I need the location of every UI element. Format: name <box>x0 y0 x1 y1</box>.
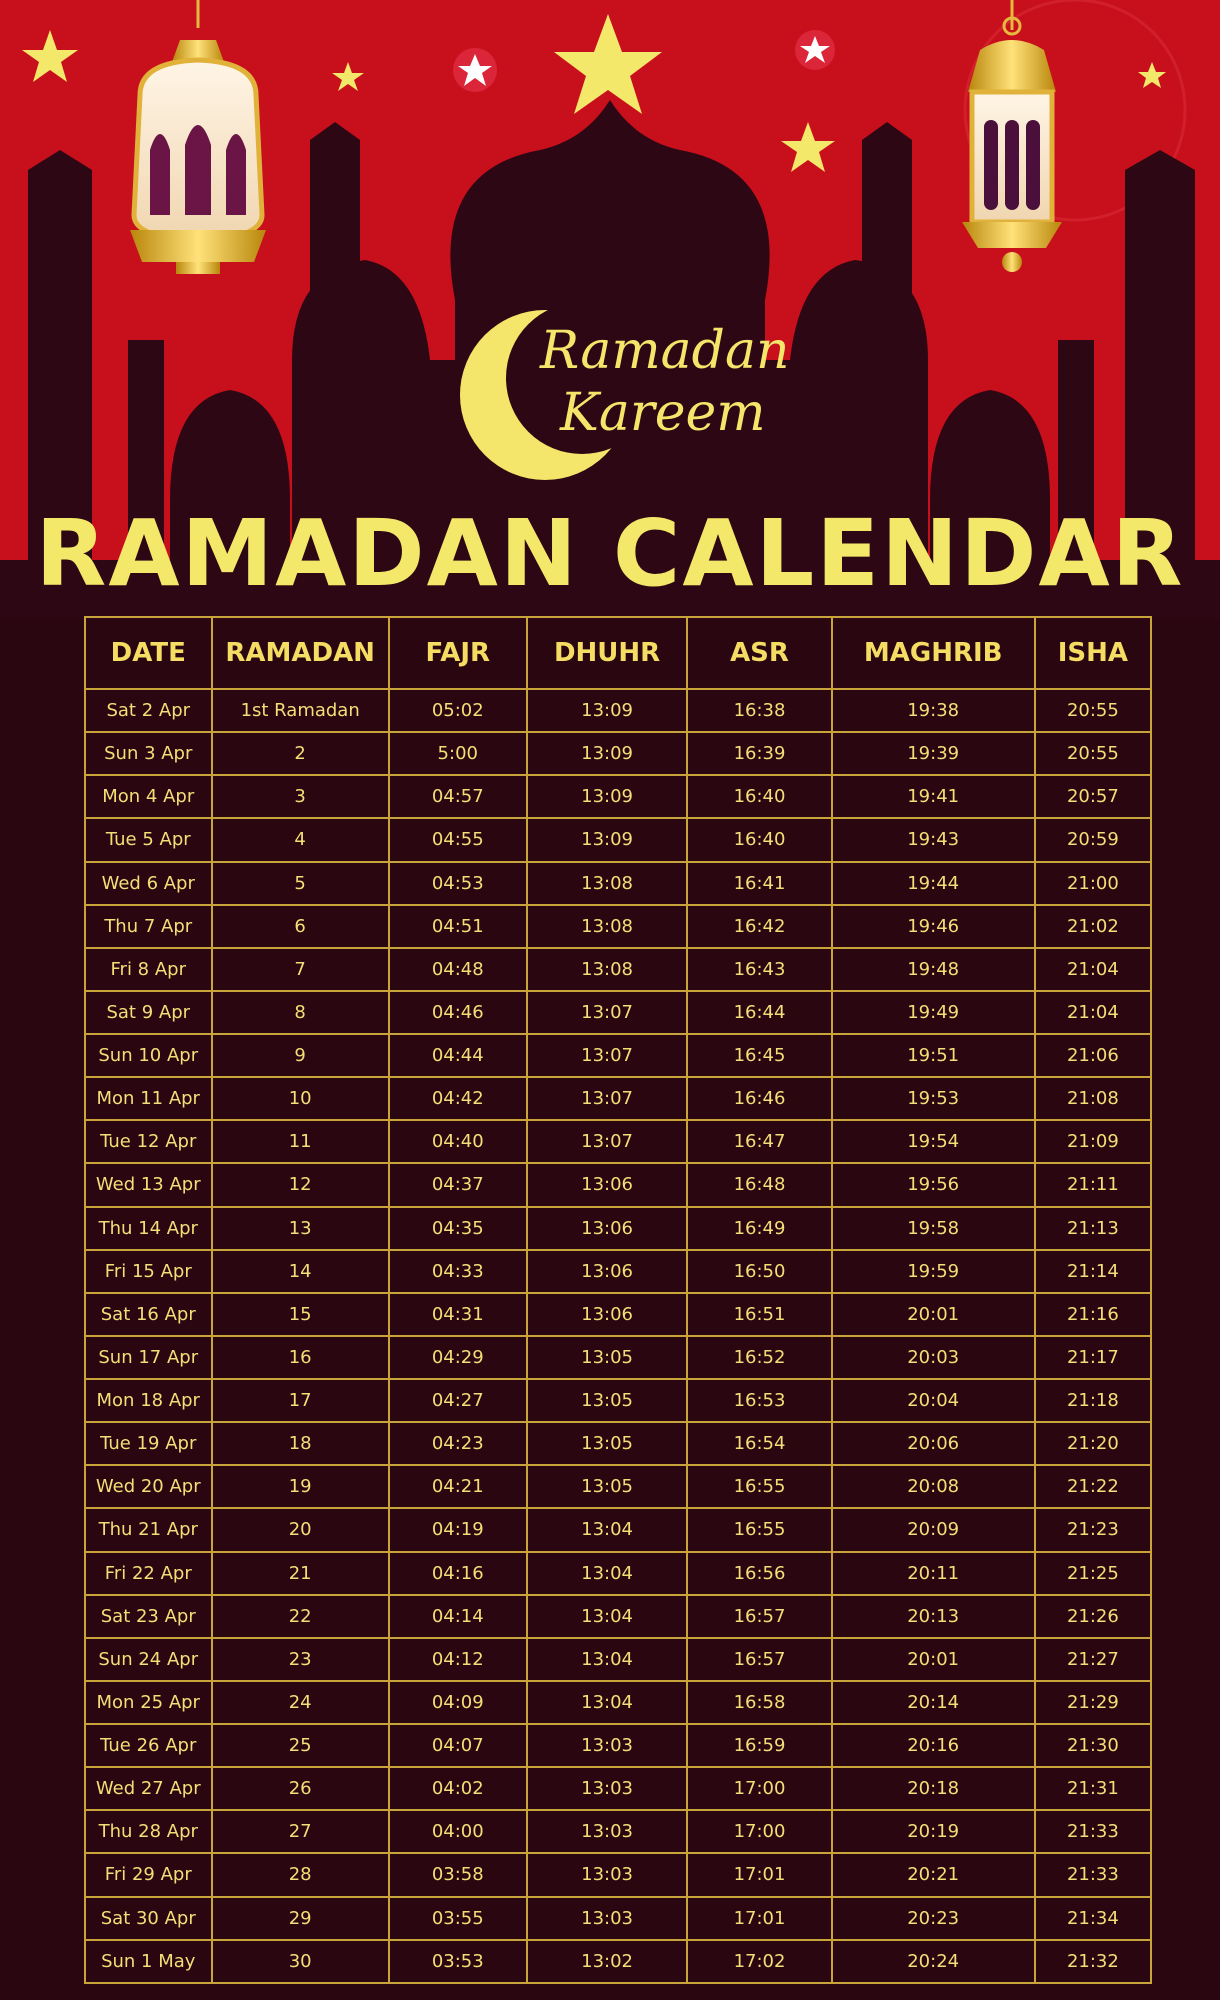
cell-date: Fri 15 Apr <box>85 1250 212 1293</box>
cell-asr: 17:02 <box>687 1940 831 1983</box>
cell-dhuhr: 13:09 <box>527 775 688 818</box>
cell-asr: 16:41 <box>687 862 831 905</box>
cell-date: Sun 3 Apr <box>85 732 212 775</box>
cell-dhuhr: 13:07 <box>527 1034 688 1077</box>
cell-dhuhr: 13:05 <box>527 1336 688 1379</box>
cell-asr: 16:48 <box>687 1163 831 1206</box>
cell-maghrib: 19:41 <box>832 775 1035 818</box>
cell-fajr: 04:16 <box>389 1552 527 1595</box>
table-row <box>85 1163 1151 1206</box>
table-row <box>85 1681 1151 1724</box>
cell-fajr: 04:33 <box>389 1250 527 1293</box>
cell-dhuhr: 13:09 <box>527 818 688 861</box>
cell-isha: 21:29 <box>1035 1681 1151 1724</box>
column-header-date: DATE <box>85 617 212 689</box>
cell-isha: 21:14 <box>1035 1250 1151 1293</box>
cell-ramadan: 11 <box>212 1120 389 1163</box>
cell-dhuhr: 13:03 <box>527 1810 688 1853</box>
cell-asr: 16:46 <box>687 1077 831 1120</box>
cell-maghrib: 19:53 <box>832 1077 1035 1120</box>
cell-date: Wed 20 Apr <box>85 1465 212 1508</box>
cell-date: Thu 21 Apr <box>85 1508 212 1551</box>
cell-dhuhr: 13:06 <box>527 1163 688 1206</box>
cell-date: Mon 25 Apr <box>85 1681 212 1724</box>
cell-ramadan: 1st Ramadan <box>212 689 389 732</box>
cell-maghrib: 20:24 <box>832 1940 1035 1983</box>
cell-date: Mon 11 Apr <box>85 1077 212 1120</box>
cell-fajr: 04:42 <box>389 1077 527 1120</box>
cell-isha: 21:13 <box>1035 1207 1151 1250</box>
ramadan-kareem-greeting <box>540 320 790 444</box>
cell-dhuhr: 13:08 <box>527 862 688 905</box>
cell-isha: 21:32 <box>1035 1940 1151 1983</box>
cell-maghrib: 19:39 <box>832 732 1035 775</box>
cell-fajr: 04:29 <box>389 1336 527 1379</box>
cell-dhuhr: 13:08 <box>527 948 688 991</box>
cell-dhuhr: 13:06 <box>527 1207 688 1250</box>
cell-ramadan: 28 <box>212 1853 389 1896</box>
cell-fajr: 04:57 <box>389 775 527 818</box>
cell-dhuhr: 13:02 <box>527 1940 688 1983</box>
cell-isha: 21:02 <box>1035 905 1151 948</box>
cell-date: Fri 29 Apr <box>85 1853 212 1896</box>
cell-maghrib: 19:51 <box>832 1034 1035 1077</box>
cell-maghrib: 19:59 <box>832 1250 1035 1293</box>
cell-date: Fri 8 Apr <box>85 948 212 991</box>
cell-asr: 17:01 <box>687 1897 831 1940</box>
cell-ramadan: 18 <box>212 1422 389 1465</box>
cell-date: Mon 4 Apr <box>85 775 212 818</box>
cell-ramadan: 23 <box>212 1638 389 1681</box>
cell-fajr: 04:37 <box>389 1163 527 1206</box>
cell-dhuhr: 13:03 <box>527 1724 688 1767</box>
cell-maghrib: 20:14 <box>832 1681 1035 1724</box>
cell-asr: 16:49 <box>687 1207 831 1250</box>
cell-asr: 16:51 <box>687 1293 831 1336</box>
table-row <box>85 1379 1151 1422</box>
cell-maghrib: 20:23 <box>832 1897 1035 1940</box>
cell-dhuhr: 13:08 <box>527 905 688 948</box>
cell-maghrib: 19:43 <box>832 818 1035 861</box>
cell-isha: 20:55 <box>1035 732 1151 775</box>
cell-dhuhr: 13:03 <box>527 1853 688 1896</box>
cell-isha: 21:33 <box>1035 1853 1151 1896</box>
cell-date: Sat 2 Apr <box>85 689 212 732</box>
cell-isha: 21:25 <box>1035 1552 1151 1595</box>
cell-date: Thu 14 Apr <box>85 1207 212 1250</box>
cell-date: Tue 12 Apr <box>85 1120 212 1163</box>
cell-asr: 17:00 <box>687 1810 831 1853</box>
table-row <box>85 1465 1151 1508</box>
table-row <box>85 1034 1151 1077</box>
cell-isha: 21:27 <box>1035 1638 1151 1681</box>
cell-ramadan: 29 <box>212 1897 389 1940</box>
cell-date: Sat 16 Apr <box>85 1293 212 1336</box>
cell-ramadan: 21 <box>212 1552 389 1595</box>
cell-isha: 21:33 <box>1035 1810 1151 1853</box>
cell-isha: 20:59 <box>1035 818 1151 861</box>
table-row <box>85 1207 1151 1250</box>
column-header-ramadan: RAMADAN <box>212 617 389 689</box>
cell-dhuhr: 13:04 <box>527 1508 688 1551</box>
cell-maghrib: 19:49 <box>832 991 1035 1034</box>
column-header-dhuhr: DHUHR <box>527 617 688 689</box>
cell-dhuhr: 13:06 <box>527 1293 688 1336</box>
cell-isha: 21:00 <box>1035 862 1151 905</box>
cell-isha: 21:31 <box>1035 1767 1151 1810</box>
cell-asr: 16:57 <box>687 1638 831 1681</box>
cell-ramadan: 13 <box>212 1207 389 1250</box>
cell-maghrib: 20:18 <box>832 1767 1035 1810</box>
cell-fajr: 04:46 <box>389 991 527 1034</box>
cell-maghrib: 20:11 <box>832 1552 1035 1595</box>
cell-dhuhr: 13:05 <box>527 1422 688 1465</box>
cell-maghrib: 20:08 <box>832 1465 1035 1508</box>
cell-date: Tue 19 Apr <box>85 1422 212 1465</box>
cell-isha: 21:17 <box>1035 1336 1151 1379</box>
cell-maghrib: 20:01 <box>832 1638 1035 1681</box>
cell-asr: 16:40 <box>687 775 831 818</box>
cell-date: Wed 6 Apr <box>85 862 212 905</box>
cell-ramadan: 5 <box>212 862 389 905</box>
cell-ramadan: 27 <box>212 1810 389 1853</box>
cell-maghrib: 20:03 <box>832 1336 1035 1379</box>
cell-isha: 21:20 <box>1035 1422 1151 1465</box>
table-row <box>85 905 1151 948</box>
cell-fajr: 04:07 <box>389 1724 527 1767</box>
table-row <box>85 1077 1151 1120</box>
table-row <box>85 1595 1151 1638</box>
cell-isha: 21:26 <box>1035 1595 1151 1638</box>
cell-asr: 16:40 <box>687 818 831 861</box>
cell-fajr: 04:51 <box>389 905 527 948</box>
cell-fajr: 04:19 <box>389 1508 527 1551</box>
cell-isha: 21:04 <box>1035 991 1151 1034</box>
page-title: RAMADAN CALENDAR <box>35 500 1185 607</box>
cell-ramadan: 17 <box>212 1379 389 1422</box>
table-body <box>85 689 1151 1983</box>
cell-date: Sun 24 Apr <box>85 1638 212 1681</box>
cell-ramadan: 19 <box>212 1465 389 1508</box>
cell-fajr: 04:44 <box>389 1034 527 1077</box>
cell-isha: 21:11 <box>1035 1163 1151 1206</box>
cell-fajr: 04:14 <box>389 1595 527 1638</box>
table-row <box>85 1250 1151 1293</box>
table-row <box>85 1853 1151 1896</box>
cell-isha: 21:30 <box>1035 1724 1151 1767</box>
cell-maghrib: 20:16 <box>832 1724 1035 1767</box>
cell-isha: 20:55 <box>1035 689 1151 732</box>
cell-asr: 16:55 <box>687 1508 831 1551</box>
cell-fajr: 04:53 <box>389 862 527 905</box>
table-row <box>85 862 1151 905</box>
cell-asr: 16:43 <box>687 948 831 991</box>
cell-fajr: 04:02 <box>389 1767 527 1810</box>
table-header-row <box>85 617 1151 689</box>
table-row <box>85 775 1151 818</box>
cell-ramadan: 7 <box>212 948 389 991</box>
column-header-asr: ASR <box>687 617 831 689</box>
cell-dhuhr: 13:07 <box>527 991 688 1034</box>
column-header-isha: ISHA <box>1035 617 1151 689</box>
cell-date: Mon 18 Apr <box>85 1379 212 1422</box>
cell-dhuhr: 13:04 <box>527 1681 688 1724</box>
cell-ramadan: 12 <box>212 1163 389 1206</box>
cell-dhuhr: 13:03 <box>527 1767 688 1810</box>
cell-fajr: 04:09 <box>389 1681 527 1724</box>
cell-ramadan: 22 <box>212 1595 389 1638</box>
cell-maghrib: 19:54 <box>832 1120 1035 1163</box>
cell-ramadan: 4 <box>212 818 389 861</box>
cell-fajr: 04:21 <box>389 1465 527 1508</box>
cell-ramadan: 9 <box>212 1034 389 1077</box>
cell-ramadan: 20 <box>212 1508 389 1551</box>
cell-date: Tue 26 Apr <box>85 1724 212 1767</box>
cell-ramadan: 14 <box>212 1250 389 1293</box>
cell-maghrib: 20:09 <box>832 1508 1035 1551</box>
cell-fajr: 05:02 <box>389 689 527 732</box>
table-row <box>85 1552 1151 1595</box>
table-row <box>85 689 1151 732</box>
cell-dhuhr: 13:04 <box>527 1638 688 1681</box>
table-row <box>85 1336 1151 1379</box>
table-row <box>85 1293 1151 1336</box>
table-row <box>85 1638 1151 1681</box>
cell-fajr: 04:12 <box>389 1638 527 1681</box>
cell-maghrib: 20:19 <box>832 1810 1035 1853</box>
cell-ramadan: 24 <box>212 1681 389 1724</box>
cell-maghrib: 19:56 <box>832 1163 1035 1206</box>
cell-fajr: 03:53 <box>389 1940 527 1983</box>
cell-maghrib: 19:48 <box>832 948 1035 991</box>
cell-ramadan: 26 <box>212 1767 389 1810</box>
cell-maghrib: 19:58 <box>832 1207 1035 1250</box>
cell-ramadan: 3 <box>212 775 389 818</box>
cell-fajr: 04:48 <box>389 948 527 991</box>
cell-asr: 16:53 <box>687 1379 831 1422</box>
cell-date: Sun 10 Apr <box>85 1034 212 1077</box>
table-row <box>85 818 1151 861</box>
table-row <box>85 948 1151 991</box>
cell-isha: 21:23 <box>1035 1508 1151 1551</box>
cell-ramadan: 6 <box>212 905 389 948</box>
cell-isha: 21:18 <box>1035 1379 1151 1422</box>
cell-date: Thu 28 Apr <box>85 1810 212 1853</box>
cell-dhuhr: 13:07 <box>527 1120 688 1163</box>
cell-ramadan: 25 <box>212 1724 389 1767</box>
cell-date: Sat 23 Apr <box>85 1595 212 1638</box>
cell-isha: 21:09 <box>1035 1120 1151 1163</box>
cell-date: Wed 27 Apr <box>85 1767 212 1810</box>
greeting-line-2: Kareem <box>560 383 766 443</box>
cell-asr: 16:54 <box>687 1422 831 1465</box>
cell-fajr: 04:31 <box>389 1293 527 1336</box>
cell-asr: 16:56 <box>687 1552 831 1595</box>
cell-ramadan: 16 <box>212 1336 389 1379</box>
cell-asr: 16:39 <box>687 732 831 775</box>
cell-date: Sun 17 Apr <box>85 1336 212 1379</box>
cell-maghrib: 20:01 <box>832 1293 1035 1336</box>
cell-isha: 21:22 <box>1035 1465 1151 1508</box>
cell-maghrib: 19:44 <box>832 862 1035 905</box>
cell-maghrib: 20:06 <box>832 1422 1035 1465</box>
cell-fajr: 03:58 <box>389 1853 527 1896</box>
cell-date: Sat 30 Apr <box>85 1897 212 1940</box>
cell-dhuhr: 13:06 <box>527 1250 688 1293</box>
cell-fajr: 04:00 <box>389 1810 527 1853</box>
greeting-line-1: Ramadan <box>540 321 790 381</box>
table-row <box>85 991 1151 1034</box>
cell-date: Tue 5 Apr <box>85 818 212 861</box>
column-header-maghrib: MAGHRIB <box>832 617 1035 689</box>
table-row <box>85 1940 1151 1983</box>
cell-fajr: 04:35 <box>389 1207 527 1250</box>
table-row <box>85 1120 1151 1163</box>
prayer-times-table-wrapper <box>84 616 1152 1984</box>
cell-asr: 17:01 <box>687 1853 831 1896</box>
cell-maghrib: 19:38 <box>832 689 1035 732</box>
cell-asr: 16:44 <box>687 991 831 1034</box>
table-row <box>85 1767 1151 1810</box>
cell-dhuhr: 13:04 <box>527 1595 688 1638</box>
table-row <box>85 1508 1151 1551</box>
cell-asr: 16:57 <box>687 1595 831 1638</box>
cell-isha: 21:16 <box>1035 1293 1151 1336</box>
cell-ramadan: 15 <box>212 1293 389 1336</box>
cell-maghrib: 19:46 <box>832 905 1035 948</box>
cell-fajr: 04:27 <box>389 1379 527 1422</box>
table-row <box>85 1810 1151 1853</box>
cell-fajr: 5:00 <box>389 732 527 775</box>
cell-maghrib: 20:13 <box>832 1595 1035 1638</box>
cell-dhuhr: 13:03 <box>527 1897 688 1940</box>
cell-ramadan: 8 <box>212 991 389 1034</box>
cell-fajr: 04:23 <box>389 1422 527 1465</box>
cell-isha: 21:06 <box>1035 1034 1151 1077</box>
cell-isha: 20:57 <box>1035 775 1151 818</box>
cell-fajr: 04:40 <box>389 1120 527 1163</box>
column-header-fajr: FAJR <box>389 617 527 689</box>
cell-ramadan: 10 <box>212 1077 389 1120</box>
cell-isha: 21:04 <box>1035 948 1151 991</box>
cell-asr: 16:52 <box>687 1336 831 1379</box>
prayer-times-table <box>84 616 1152 1984</box>
cell-date: Sun 1 May <box>85 1940 212 1983</box>
cell-isha: 21:08 <box>1035 1077 1151 1120</box>
table-row <box>85 1724 1151 1767</box>
cell-maghrib: 20:04 <box>832 1379 1035 1422</box>
cell-asr: 16:55 <box>687 1465 831 1508</box>
cell-dhuhr: 13:04 <box>527 1552 688 1595</box>
cell-dhuhr: 13:05 <box>527 1379 688 1422</box>
cell-date: Sat 9 Apr <box>85 991 212 1034</box>
cell-asr: 16:45 <box>687 1034 831 1077</box>
cell-dhuhr: 13:07 <box>527 1077 688 1120</box>
cell-dhuhr: 13:09 <box>527 689 688 732</box>
cell-asr: 16:47 <box>687 1120 831 1163</box>
table-row <box>85 1897 1151 1940</box>
cell-asr: 16:42 <box>687 905 831 948</box>
cell-date: Thu 7 Apr <box>85 905 212 948</box>
cell-ramadan: 2 <box>212 732 389 775</box>
cell-dhuhr: 13:09 <box>527 732 688 775</box>
cell-asr: 16:59 <box>687 1724 831 1767</box>
cell-date: Wed 13 Apr <box>85 1163 212 1206</box>
cell-dhuhr: 13:05 <box>527 1465 688 1508</box>
cell-asr: 17:00 <box>687 1767 831 1810</box>
cell-isha: 21:34 <box>1035 1897 1151 1940</box>
cell-asr: 16:58 <box>687 1681 831 1724</box>
cell-maghrib: 20:21 <box>832 1853 1035 1896</box>
cell-asr: 16:38 <box>687 689 831 732</box>
cell-fajr: 03:55 <box>389 1897 527 1940</box>
cell-ramadan: 30 <box>212 1940 389 1983</box>
cell-asr: 16:50 <box>687 1250 831 1293</box>
cell-fajr: 04:55 <box>389 818 527 861</box>
table-row <box>85 732 1151 775</box>
table-row <box>85 1422 1151 1465</box>
cell-date: Fri 22 Apr <box>85 1552 212 1595</box>
